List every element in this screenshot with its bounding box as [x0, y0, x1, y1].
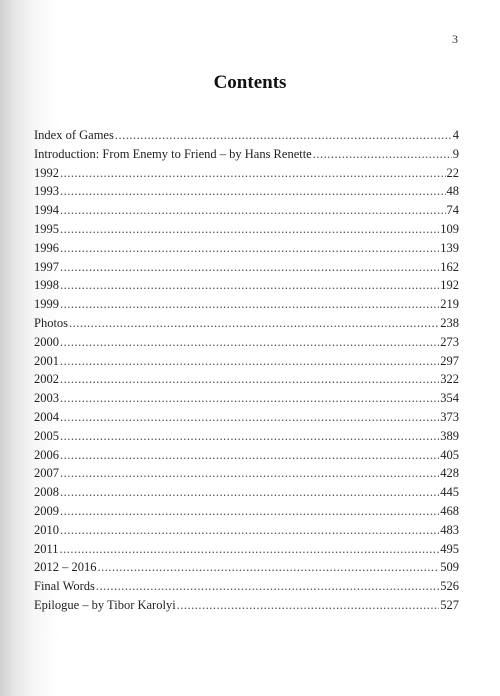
toc-entry: [34, 558, 459, 577]
toc-entry: [34, 540, 459, 559]
toc-entry-page-number: 468: [440, 503, 459, 518]
toc-entry: [34, 220, 459, 239]
toc-entry-page-number: 109: [440, 221, 459, 236]
dot-leader: [60, 408, 439, 427]
toc-entry: [34, 239, 459, 258]
toc-entry-title: Final Words: [34, 579, 95, 594]
toc-entry-page-number: 389: [440, 428, 459, 443]
toc-entry-page-number: 322: [440, 372, 459, 387]
page-title: Contents: [213, 72, 287, 93]
dot-leader: [60, 427, 439, 446]
toc-entry-title: 2004: [34, 409, 59, 424]
toc-entry: [34, 483, 459, 502]
toc-entry-page-number: 297: [440, 353, 459, 368]
toc-entry: [34, 408, 459, 427]
toc-entry-page-number: 9: [452, 146, 459, 161]
toc-entry-title: 2000: [34, 334, 59, 349]
toc-entry-title: 2010: [34, 522, 59, 537]
toc-entry: [34, 276, 459, 295]
toc-entry: [34, 258, 459, 277]
toc-entry-page-number: 192: [440, 278, 459, 293]
toc-entry-title: 2006: [34, 447, 59, 462]
dot-leader: [60, 370, 439, 389]
dot-leader: [60, 446, 439, 465]
toc-entry-title: 1996: [34, 240, 59, 255]
toc-entry-page-number: 22: [446, 165, 459, 180]
toc-entry: [34, 502, 459, 521]
dot-leader: [60, 464, 439, 483]
dot-leader: [69, 314, 439, 333]
dot-leader: [115, 126, 452, 145]
dot-leader: [98, 558, 440, 577]
toc-entry: [34, 164, 459, 183]
toc-entry-title: Epilogue – by Tibor Karolyi: [34, 597, 176, 612]
toc-entry: [34, 464, 459, 483]
toc-entry-title: 1997: [34, 259, 59, 274]
toc-entry-title: 2008: [34, 485, 59, 500]
toc-entry-page-number: 74: [446, 203, 459, 218]
table-of-contents: [34, 126, 459, 615]
toc-entry: [34, 295, 459, 314]
toc-entry-title: 2007: [34, 466, 59, 481]
toc-entry: [34, 201, 459, 220]
toc-entry-page-number: 373: [440, 409, 459, 424]
toc-entry: [34, 370, 459, 389]
toc-entry-title: 2011: [34, 541, 59, 556]
dot-leader: [313, 145, 452, 164]
dot-leader: [60, 164, 446, 183]
dot-leader: [60, 201, 446, 220]
toc-entry: [34, 333, 459, 352]
toc-entry-title: 1994: [34, 203, 59, 218]
toc-entry-title: 1995: [34, 221, 59, 236]
toc-entry-page-number: 405: [440, 447, 459, 462]
toc-entry-page-number: 162: [440, 259, 459, 274]
dot-leader: [60, 521, 439, 540]
toc-entry-title: 2001: [34, 353, 59, 368]
dot-leader: [60, 540, 440, 559]
toc-entry-page-number: 445: [440, 485, 459, 500]
toc-entry-page-number: 527: [440, 597, 459, 612]
toc-entry-page-number: 526: [440, 579, 459, 594]
toc-entry: [34, 427, 459, 446]
toc-entry: [34, 145, 459, 164]
toc-entry-page-number: 4: [452, 128, 459, 142]
toc-entry-page-number: 354: [440, 391, 459, 406]
toc-entry: [34, 126, 459, 145]
dot-leader: [60, 258, 439, 277]
toc-entry-title: 1998: [34, 278, 59, 293]
toc-entry-title: Photos: [34, 315, 69, 330]
dot-leader: [60, 352, 439, 371]
dot-leader: [60, 182, 446, 201]
toc-entry-page-number: 48: [446, 184, 459, 199]
toc-entry-title: Introduction: From Enemy to Friend – by Hans Renette: [34, 146, 312, 161]
toc-entry: [34, 352, 459, 371]
toc-entry-page-number: 495: [440, 541, 459, 556]
dot-leader: [60, 483, 439, 502]
dot-leader: [96, 577, 439, 596]
toc-entry: [34, 446, 459, 465]
dot-leader: [60, 295, 439, 314]
toc-entry: [34, 389, 459, 408]
toc-entry-title: Index of Games: [34, 128, 114, 142]
dot-leader: [60, 389, 439, 408]
toc-entry: [34, 314, 459, 333]
dot-leader: [60, 239, 439, 258]
toc-entry-title: 2005: [34, 428, 59, 443]
toc-entry: [34, 182, 459, 201]
toc-entry-page-number: 428: [440, 466, 459, 481]
toc-entry-page-number: 219: [440, 297, 459, 312]
page-number: 3: [452, 32, 458, 46]
toc-entry-title: 1992: [34, 165, 59, 180]
dot-leader: [60, 220, 439, 239]
toc-entry-title: 2012 – 2016: [34, 560, 97, 575]
toc-entry-page-number: 238: [440, 315, 459, 330]
toc-entry-page-number: 139: [440, 240, 459, 255]
toc-entry-page-number: 483: [440, 522, 459, 537]
toc-entry-page-number: 273: [440, 334, 459, 349]
toc-entry-title: 2009: [34, 503, 59, 518]
dot-leader: [60, 333, 439, 352]
toc-entry: [34, 577, 459, 596]
dot-leader: [177, 596, 440, 615]
toc-entry-title: 2003: [34, 391, 59, 406]
toc-entry: [34, 521, 459, 540]
toc-entry: [34, 596, 459, 615]
toc-entry-title: 2002: [34, 372, 59, 387]
dot-leader: [60, 502, 439, 521]
toc-entry-title: 1993: [34, 184, 59, 199]
dot-leader: [60, 276, 439, 295]
toc-entry-title: 1999: [34, 297, 59, 312]
toc-entry-page-number: 509: [440, 560, 459, 575]
